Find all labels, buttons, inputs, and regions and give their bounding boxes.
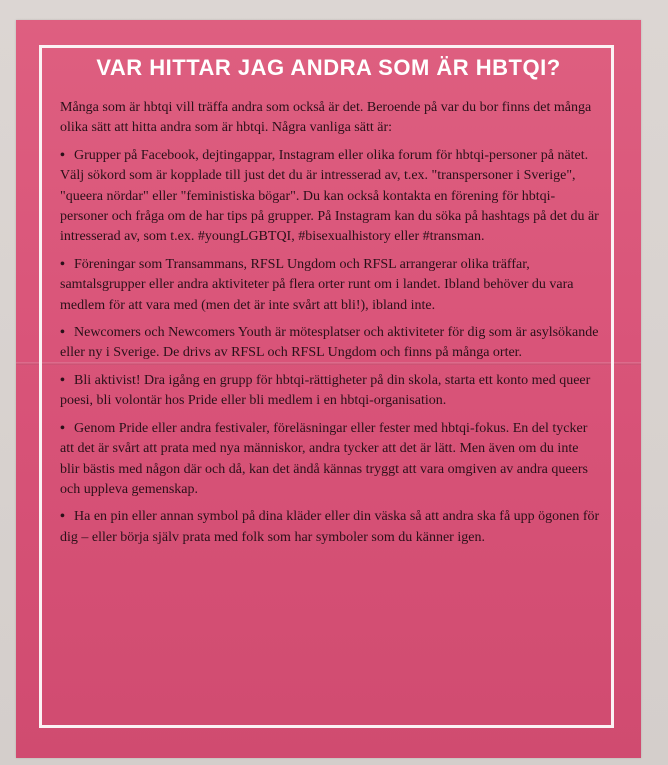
bullet-text: Bli aktivist! Dra igång en grupp för hbtqi-rättigheter på din skola, starta ett konto med queer poesi, bli volontär hos Pride eller bli medlem i en hbtqi-organisation.: [60, 372, 591, 409]
bullet-text: Grupper på Facebook, dejtingappar, Instagram eller olika forum för hbtqi-personer på nätet. Välj sökord som är kopplade till just det du är intresserad av, t.ex. "transpersoner i Sverige", "queera nördar" eller "feministiska bögar". Du kan också kontakta en förening för hbtqi-personer och fråga om de har tips på grupper. På Instagram kan du söka på hashtags på det du är intresserad av, som t.ex. #youngLGBTQI, #bisexualhistory eller #transman.: [60, 147, 599, 245]
bullet-icon: •: [60, 420, 65, 436]
intro-paragraph: Många som är hbtqi vill träffa andra som också är det. Beroende på var du bor finns det många olika sätt att hitta andra som är hbtqi. Några vanliga sätt är:: [60, 100, 592, 136]
bullet-text: Newcomers och Newcomers Youth är mötesplatser och aktiviteter för dig som är asylsökande eller ny i Sverige. De drivs av RFSL och RFSL Ungdom och finns på många orter.: [60, 325, 599, 361]
bullet-item-newcomers: [60, 323, 600, 364]
bullet-item-online-groups: [60, 146, 600, 248]
body-content: [60, 98, 600, 555]
bullet-item-symbols: [60, 507, 600, 548]
bullet-icon: •: [60, 147, 65, 163]
bullet-icon: •: [60, 372, 65, 388]
bullet-item-pride-events: [60, 419, 600, 501]
bullet-icon: •: [60, 509, 65, 525]
bullet-item-associations: [60, 255, 600, 316]
flyer: [16, 20, 641, 758]
bullet-text: Ha en pin eller annan symbol på dina kläder eller din väska så att andra ska få upp ögonen för dig – eller börja själv prata med folk som har symboler som du känner igen.: [60, 509, 600, 545]
page-title: VAR HITTAR JAG ANDRA SOM ÄR HBTQI?: [96, 55, 561, 80]
bullet-text: Genom Pride eller andra festivaler, föreläsningar eller fester med hbtqi-fokus. En del tycker att det är svårt att prata med nya människor, andra tycker att det är lätt. Men även om du inte blir bästis med någon där och då, kan det ändå kännas tryggt att vara omgiven av andra queers och uppleva gemenskap.: [60, 420, 588, 497]
bullet-icon: •: [60, 325, 65, 341]
bullet-item-activism: [60, 371, 600, 412]
bullet-icon: •: [60, 256, 65, 272]
bullet-text: Föreningar som Transammans, RFSL Ungdom och RFSL arrangerar olika träffar, samtalsgrupper eller andra aktiviteter på flera orter runt om i landet. Ibland behöver du vara medlem för att vara med (men det är inte svårt att bli!), ibland inte.: [60, 256, 574, 313]
bullet-list: [60, 146, 600, 548]
